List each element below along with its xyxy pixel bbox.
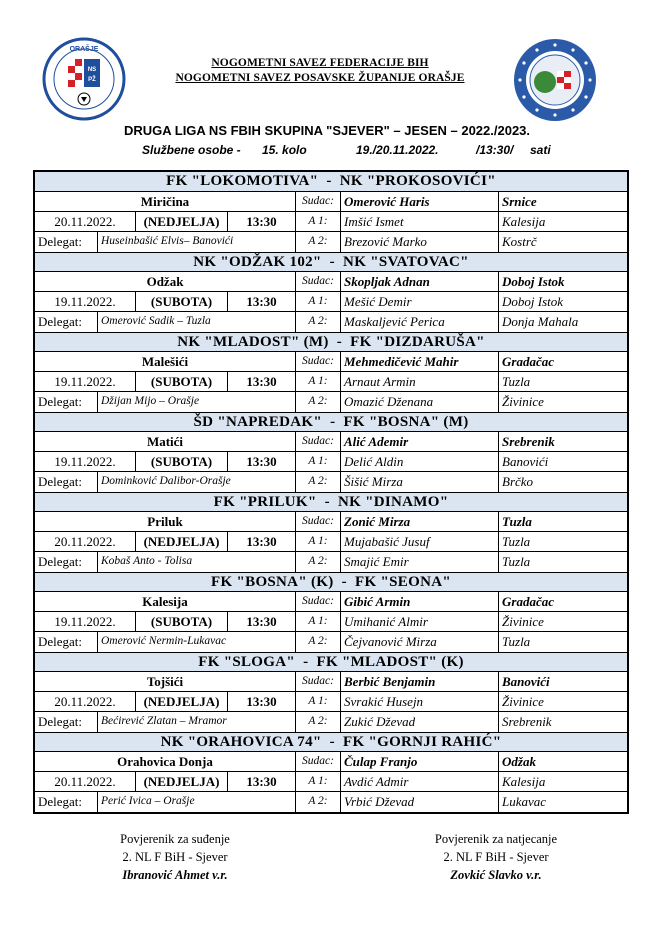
signature-name: Zovkić Slavko v.r. — [450, 868, 542, 882]
match-row-delegate — [35, 472, 627, 492]
assistant1-label: A 1: — [295, 772, 340, 792]
delegate-name: Huseinbašić Elvis– Banovići — [97, 232, 295, 252]
assistant1-city: Tuzla — [498, 532, 631, 552]
referee-label: Sudac: — [295, 432, 340, 452]
match-day: (SUBOTA) — [135, 452, 227, 472]
assistant1-city: Živinice — [498, 612, 631, 632]
assistant2-label: A 2: — [295, 632, 340, 652]
assistant2-city: Živinice — [498, 392, 631, 412]
assistant2-label: A 2: — [295, 712, 340, 732]
match-row-venue — [35, 272, 627, 292]
round-dates: 19./20.11.2022. — [356, 143, 439, 157]
match-date: 19.11.2022. — [54, 614, 116, 629]
referee-city: Gradačac — [498, 352, 631, 372]
assistant2-city: Tuzla — [498, 552, 631, 572]
match-row-venue — [35, 192, 627, 212]
time-unit: sati — [530, 143, 551, 157]
referee-label: Sudac: — [295, 192, 340, 212]
delegate-label: Delegat: — [38, 394, 83, 409]
delegate-label: Delegat: — [38, 794, 83, 809]
assistant2-label: A 2: — [295, 792, 340, 812]
match-title: NK "ODŽAK 102" - NK "SVATOVAC" — [35, 252, 627, 272]
assistant1-city: Živinice — [498, 692, 631, 712]
assistant2-city: Donja Mahala — [498, 312, 631, 332]
delegate-name: Džijan Mijo – Orašje — [97, 392, 295, 412]
referee-city: Srnice — [498, 192, 631, 212]
venue: Priluk — [147, 514, 183, 529]
match-block — [35, 652, 627, 732]
referee-label: Sudac: — [295, 272, 340, 292]
org-line-posavina: NOGOMETNI SAVEZ POSAVSKE ŽUPANIJE ORAŠJE — [175, 72, 465, 84]
kickoff-time: /13:30/ — [476, 143, 514, 157]
assistant2-city: Srebrenik — [498, 712, 631, 732]
referee-city: Doboj Istok — [498, 272, 631, 292]
match-date: 20.11.2022. — [54, 214, 116, 229]
assistant2-city: Brčko — [498, 472, 631, 492]
referee-name: Berbić Benjamin — [340, 672, 498, 692]
match-time: 13:30 — [227, 292, 295, 312]
match-block — [35, 172, 627, 252]
signature-title: Povjerenik za natjecanje — [434, 832, 558, 846]
venue: Orahovica Donja — [117, 754, 213, 769]
match-row-delegate — [35, 312, 627, 332]
assistant1-label: A 1: — [295, 372, 340, 392]
referee-name: Gibić Armin — [340, 592, 498, 612]
assistant1-label: A 1: — [295, 212, 340, 232]
assistant2-name: Maskaljević Perica — [340, 312, 498, 332]
assistant2-city: Tuzla — [498, 632, 631, 652]
match-title: FK "BOSNA" (K) - FK "SEONA" — [35, 572, 627, 592]
match-row-delegate — [35, 552, 627, 572]
assistant1-label: A 1: — [295, 452, 340, 472]
match-row-date — [35, 452, 627, 472]
assistant1-name: Mujabašić Jusuf — [340, 532, 498, 552]
delegate-name: Omerović Sadik – Tuzla — [97, 312, 295, 332]
org-line-federation: NOGOMETNI SAVEZ FEDERACIJE BIH — [211, 57, 429, 69]
match-time: 13:30 — [227, 772, 295, 792]
assistant1-label: A 1: — [295, 532, 340, 552]
assistant1-name: Umihanić Almir — [340, 612, 498, 632]
match-row-venue — [35, 752, 627, 772]
match-block — [35, 732, 627, 812]
match-time: 13:30 — [227, 692, 295, 712]
assistant1-city: Kalesija — [498, 772, 631, 792]
venue: Matići — [146, 434, 184, 449]
match-row-venue — [35, 432, 627, 452]
delegate-name: Bećirević Zlatan – Mramor — [97, 712, 295, 732]
match-day: (SUBOTA) — [135, 612, 227, 632]
referee-name: Mehmedičević Mahir — [340, 352, 498, 372]
match-row-delegate — [35, 712, 627, 732]
referee-name: Omerović Haris — [340, 192, 498, 212]
officials-label: Službene osobe - — [142, 143, 241, 157]
assistant1-name: Delić Aldin — [340, 452, 498, 472]
match-day: (NEDJELJA) — [135, 212, 227, 232]
assistant1-name: Svrakić Husejn — [340, 692, 498, 712]
assistant1-name: Avdić Admir — [340, 772, 498, 792]
match-time: 13:30 — [227, 612, 295, 632]
assistant2-city: Lukavac — [498, 792, 631, 812]
assistant1-name: Arnaut Armin — [340, 372, 498, 392]
match-row-date — [35, 372, 627, 392]
assistant1-city: Banovići — [498, 452, 631, 472]
match-day: (NEDJELJA) — [135, 532, 227, 552]
venue: Kalesija — [142, 594, 188, 609]
match-row-date — [35, 772, 627, 792]
match-day: (NEDJELJA) — [135, 692, 227, 712]
delegate-label: Delegat: — [38, 634, 83, 649]
round-label: 15. kolo — [262, 143, 307, 157]
match-row-delegate — [35, 392, 627, 412]
referee-city: Gradačac — [498, 592, 631, 612]
delegate-label: Delegat: — [38, 234, 83, 249]
match-day: (SUBOTA) — [135, 292, 227, 312]
delegate-name: Omerović Nermin-Lukavac — [97, 632, 295, 652]
referee-label: Sudac: — [295, 592, 340, 612]
assistant2-name: Šišić Mirza — [340, 472, 498, 492]
match-title: FK "SLOGA" - FK "MLADOST" (K) — [35, 652, 627, 672]
match-row-delegate — [35, 792, 627, 812]
match-title: FK "LOKOMOTIVA" - NK "PROKOSOVIĆI" — [35, 172, 627, 192]
match-row-delegate — [35, 232, 627, 252]
referee-label: Sudac: — [295, 352, 340, 372]
match-title: NK "ORAHOVICA 74" - FK "GORNJI RAHIĆ" — [35, 732, 627, 752]
venue: Odžak — [146, 274, 184, 289]
assistant1-name: Imšić Ismet — [340, 212, 498, 232]
assistant2-name: Čejvanović Mirza — [340, 632, 498, 652]
delegate-name: Dominković Dalibor-Orašje — [97, 472, 295, 492]
assistant1-city: Doboj Istok — [498, 292, 631, 312]
match-row-date — [35, 212, 627, 232]
signature-league: 2. NL F BiH - Sjever — [443, 850, 549, 864]
svg-text:ORAŠJE: ORAŠJE — [69, 46, 99, 53]
referee-label: Sudac: — [295, 672, 340, 692]
referee-name: Skopljak Adnan — [340, 272, 498, 292]
match-time: 13:30 — [227, 532, 295, 552]
venue: Miričina — [140, 194, 190, 209]
signature-league: 2. NL F BiH - Sjever — [122, 850, 228, 864]
match-block — [35, 492, 627, 572]
delegate-label: Delegat: — [38, 474, 83, 489]
match-block — [35, 332, 627, 412]
match-row-date — [35, 612, 627, 632]
venue: Tojšići — [146, 674, 184, 689]
assistant2-name: Omazić Dženana — [340, 392, 498, 412]
match-row-date — [35, 532, 627, 552]
match-date: 19.11.2022. — [54, 454, 116, 469]
assistant1-label: A 1: — [295, 292, 340, 312]
referee-commissioner-signature — [75, 830, 275, 884]
match-title: FK "PRILUK" - NK "DINAMO" — [35, 492, 627, 512]
match-row-date — [35, 292, 627, 312]
assistant1-city: Kalesija — [498, 212, 631, 232]
referee-label: Sudac: — [295, 752, 340, 772]
page-title: DRUGA LIGA NS FBIH SKUPINA "SJEVER" – JESEN – 2022./2023. — [123, 123, 531, 138]
assistant2-label: A 2: — [295, 552, 340, 572]
delegate-label: Delegat: — [38, 554, 83, 569]
delegate-name: Perić Ivica – Orašje — [97, 792, 295, 812]
match-day: (SUBOTA) — [135, 372, 227, 392]
ns-fbih-logo — [503, 37, 607, 123]
svg-text:PŽ: PŽ — [88, 77, 96, 83]
match-date: 20.11.2022. — [54, 774, 116, 789]
match-title: ŠD "NAPREDAK" - FK "BOSNA" (M) — [35, 412, 627, 432]
match-row-venue — [35, 352, 627, 372]
assistant1-label: A 1: — [295, 692, 340, 712]
competition-commissioner-signature — [396, 830, 596, 884]
venue: Malešići — [141, 354, 189, 369]
referee-city: Odžak — [498, 752, 631, 772]
match-title: NK "MLADOST" (M) - FK "DIZDARUŠA" — [35, 332, 627, 352]
assistant2-label: A 2: — [295, 472, 340, 492]
referee-name: Alić Ademir — [340, 432, 498, 452]
match-row-venue — [35, 592, 627, 612]
match-schedule-table — [33, 170, 629, 814]
assistant1-name: Mešić Demir — [340, 292, 498, 312]
signature-name: Ibranović Ahmet v.r. — [122, 868, 228, 882]
assistant2-name: Zukić Dževad — [340, 712, 498, 732]
match-block — [35, 252, 627, 332]
match-row-date — [35, 692, 627, 712]
assistant2-label: A 2: — [295, 312, 340, 332]
assistant2-label: A 2: — [295, 392, 340, 412]
assistant2-name: Brezović Marko — [340, 232, 498, 252]
referee-label: Sudac: — [295, 512, 340, 532]
match-date: 19.11.2022. — [54, 374, 116, 389]
assistant2-name: Smajić Emir — [340, 552, 498, 572]
match-row-venue — [35, 512, 627, 532]
assistant1-label: A 1: — [295, 612, 340, 632]
delegate-label: Delegat: — [38, 314, 83, 329]
referee-city: Srebrenik — [498, 432, 631, 452]
match-date: 19.11.2022. — [54, 294, 116, 309]
match-row-venue — [35, 672, 627, 692]
assistant2-name: Vrbić Dževad — [340, 792, 498, 812]
assistant1-city: Tuzla — [498, 372, 631, 392]
match-block — [35, 412, 627, 492]
delegate-name: Kobaš Anto - Tolisa — [97, 552, 295, 572]
svg-text:NS: NS — [87, 67, 97, 73]
match-date: 20.11.2022. — [54, 694, 116, 709]
referee-city: Banovići — [498, 672, 631, 692]
match-block — [35, 572, 627, 652]
match-time: 13:30 — [227, 372, 295, 392]
signature-title: Povjerenik za suđenje — [120, 832, 230, 846]
delegate-label: Delegat: — [38, 714, 83, 729]
match-time: 13:30 — [227, 452, 295, 472]
assistant2-label: A 2: — [295, 232, 340, 252]
match-row-delegate — [35, 632, 627, 652]
assistant2-city: Kostrč — [498, 232, 631, 252]
match-date: 20.11.2022. — [54, 534, 116, 549]
referee-city: Tuzla — [498, 512, 631, 532]
ns-posavske-zupanije-logo — [42, 37, 126, 121]
match-day: (NEDJELJA) — [135, 772, 227, 792]
match-time: 13:30 — [227, 212, 295, 232]
referee-name: Zonić Mirza — [340, 512, 498, 532]
referee-name: Čulap Franjo — [340, 752, 498, 772]
